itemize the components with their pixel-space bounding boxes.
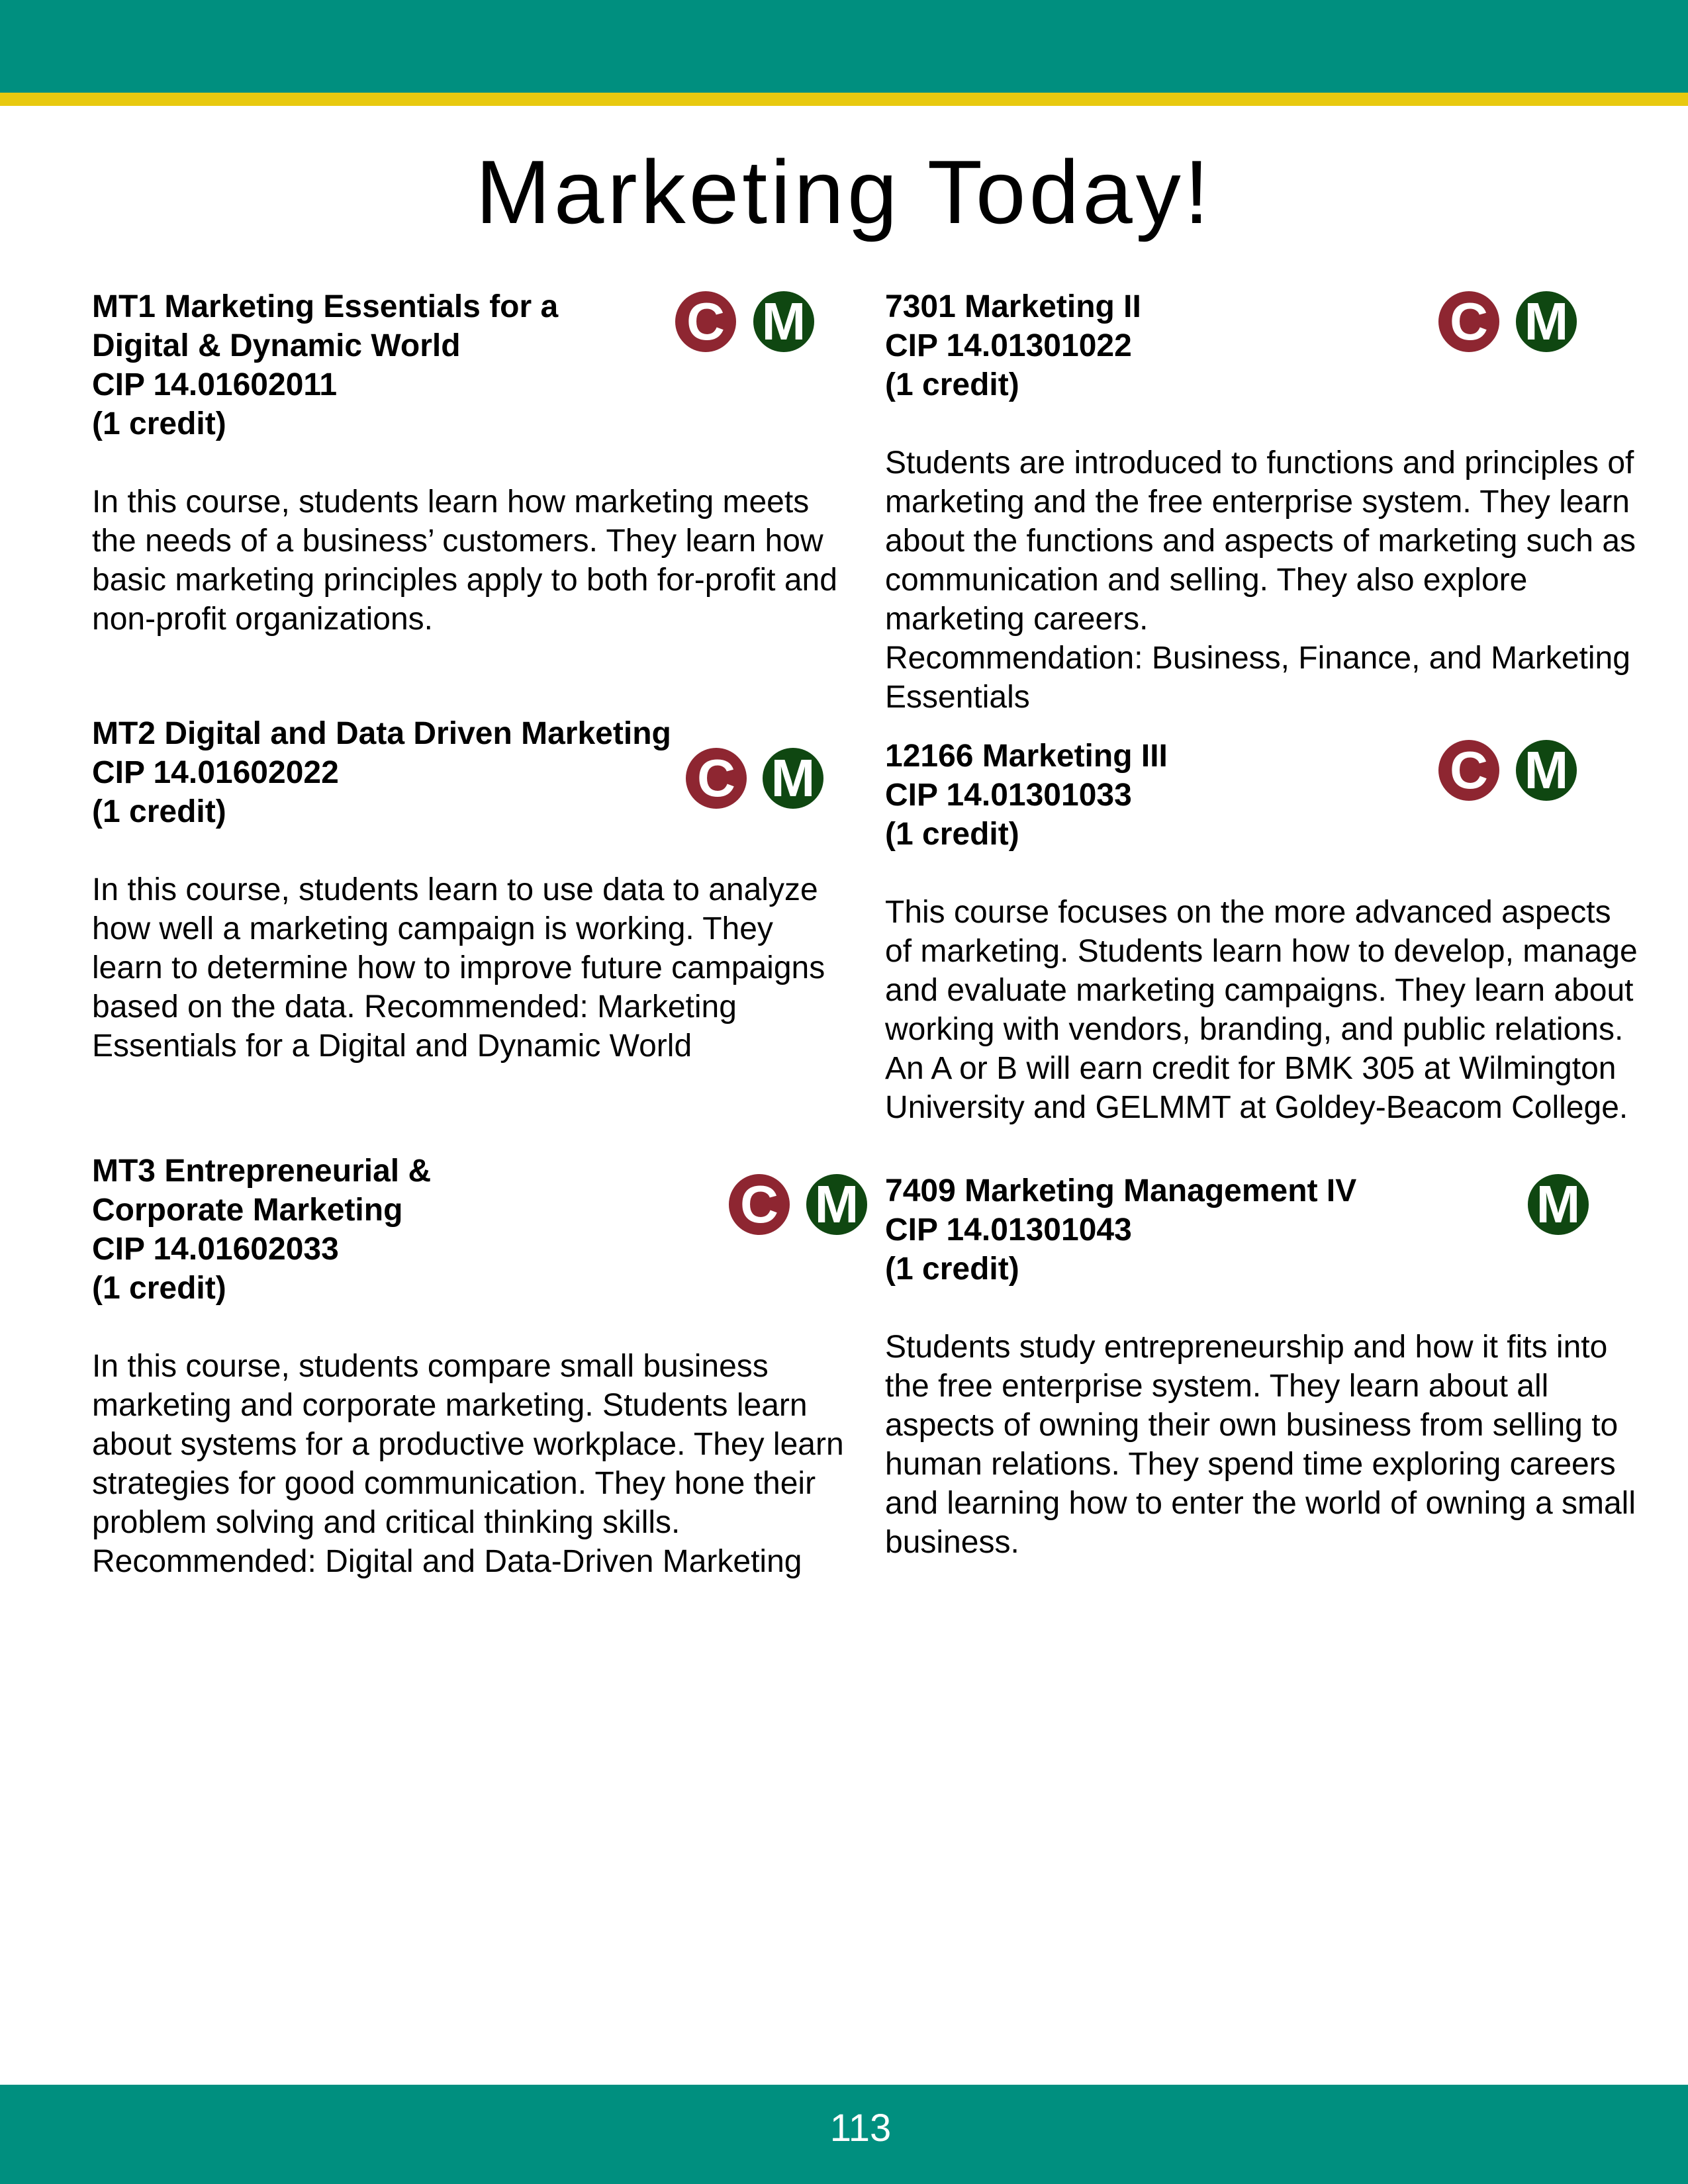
course-title: 7301 Marketing II xyxy=(885,289,1141,324)
course-title: MT2 Digital and Data Driven Marketing xyxy=(92,716,671,751)
description-line: the needs of a business’ customers. They learn how xyxy=(92,523,823,559)
course-description xyxy=(92,482,837,639)
description-line: human relations. They spend time exploring careers xyxy=(885,1447,1616,1482)
course-credit: (1 credit) xyxy=(885,817,1019,852)
course-title: 7409 Marketing Management IV xyxy=(885,1173,1357,1208)
course-description xyxy=(885,1328,1636,1562)
course-title: MT1 Marketing Essentials for a xyxy=(92,289,559,324)
description-line: business. xyxy=(885,1525,1019,1560)
course-cip: CIP 14.01301022 xyxy=(885,328,1132,363)
description-line: basic marketing principles apply to both for-profit and xyxy=(92,563,837,598)
header-stripe xyxy=(0,93,1688,106)
course-credit: (1 credit) xyxy=(92,1271,226,1306)
page-title: Marketing Today! xyxy=(475,142,1213,242)
course-description xyxy=(92,870,825,1066)
course-title: Digital & Dynamic World xyxy=(92,328,461,363)
description-line: and learning how to enter the world of owning a small xyxy=(885,1486,1636,1521)
course-credit: (1 credit) xyxy=(885,367,1019,402)
description-line: In this course, students learn how marketing meets xyxy=(92,484,810,520)
description-line: based on the data. Recommended: Marketing xyxy=(92,989,737,1024)
course-cip: CIP 14.01602033 xyxy=(92,1232,339,1267)
description-line: strategies for good communication. They hone their xyxy=(92,1466,816,1501)
description-line: Students are introduced to functions and principles of xyxy=(885,445,1634,480)
description-line: This course focuses on the more advanced aspects xyxy=(885,895,1611,930)
description-line: how well a marketing campaign is working. They xyxy=(92,911,773,946)
course-credit: (1 credit) xyxy=(92,794,226,829)
course-credit: (1 credit) xyxy=(92,406,226,441)
description-line: Students study entrepreneurship and how it fits into xyxy=(885,1330,1608,1365)
description-line: marketing and corporate marketing. Students learn xyxy=(92,1388,808,1423)
badge-c-icon: C xyxy=(675,291,736,352)
badge-m-icon: M xyxy=(1528,1174,1589,1235)
description-line: marketing and the free enterprise system. They learn xyxy=(885,484,1630,520)
page-number: 113 xyxy=(829,2107,892,2150)
description-line: University and GELMMT at Goldey-Beacom College. xyxy=(885,1090,1628,1125)
badge-m-icon: M xyxy=(806,1174,867,1235)
course-7409 xyxy=(885,1171,1636,1562)
course-cip: CIP 14.01301033 xyxy=(885,778,1132,813)
description-line: In this course, students compare small business xyxy=(92,1349,769,1384)
badge-c-icon: C xyxy=(1438,291,1499,352)
description-line: non-profit organizations. xyxy=(92,602,433,637)
description-line: Recommendation: Business, Finance, and Marketing xyxy=(885,641,1630,676)
badge-c-icon: C xyxy=(729,1174,790,1235)
description-line: and evaluate marketing campaigns. They learn about xyxy=(885,973,1634,1008)
description-line: of marketing. Students learn how to develop, manage xyxy=(885,934,1638,969)
description-line: problem solving and critical thinking skills. xyxy=(92,1505,680,1540)
description-line: Essentials for a Digital and Dynamic World xyxy=(92,1028,692,1064)
description-line: the free enterprise system. They learn about all xyxy=(885,1369,1549,1404)
description-line: about systems for a productive workplace. They learn xyxy=(92,1427,844,1462)
course-title: MT3 Entrepreneurial & xyxy=(92,1154,432,1189)
course-description xyxy=(885,443,1636,717)
description-line: communication and selling. They also explore xyxy=(885,563,1528,598)
description-line: Recommended: Digital and Data-Driven Marketing xyxy=(92,1544,802,1579)
description-line: Essentials xyxy=(885,680,1030,715)
course-description xyxy=(885,893,1638,1127)
description-line: aspects of owning their own business from selling to xyxy=(885,1408,1618,1443)
course-cip: CIP 14.01301043 xyxy=(885,1212,1132,1248)
badge-m-icon: M xyxy=(1516,740,1577,801)
course-heading xyxy=(885,1171,1636,1289)
description-line: An A or B will earn credit for BMK 305 at Wilmington xyxy=(885,1051,1617,1086)
badge-c-icon: C xyxy=(1438,740,1499,801)
course-credit: (1 credit) xyxy=(885,1251,1019,1287)
description-line: learn to determine how to improve future campaigns xyxy=(92,950,825,985)
course-cip: CIP 14.01602011 xyxy=(92,367,338,402)
course-heading xyxy=(92,1152,844,1308)
description-line: marketing careers. xyxy=(885,602,1149,637)
badge-m-icon: M xyxy=(1516,291,1577,352)
course-7301 xyxy=(885,287,1636,717)
badge-m-icon: M xyxy=(753,291,814,352)
course-description xyxy=(92,1347,844,1581)
description-line: In this course, students learn to use data to analyze xyxy=(92,872,818,907)
course-title: 12166 Marketing III xyxy=(885,739,1168,774)
description-line: working with vendors, branding, and public relations. xyxy=(885,1012,1624,1047)
course-cip: CIP 14.01602022 xyxy=(92,755,339,790)
badge-c-icon: C xyxy=(686,748,747,809)
course-title: Corporate Marketing xyxy=(92,1193,403,1228)
badge-m-icon: M xyxy=(763,748,823,809)
header-bar xyxy=(0,0,1688,93)
description-line: about the functions and aspects of marketing such as xyxy=(885,523,1636,559)
